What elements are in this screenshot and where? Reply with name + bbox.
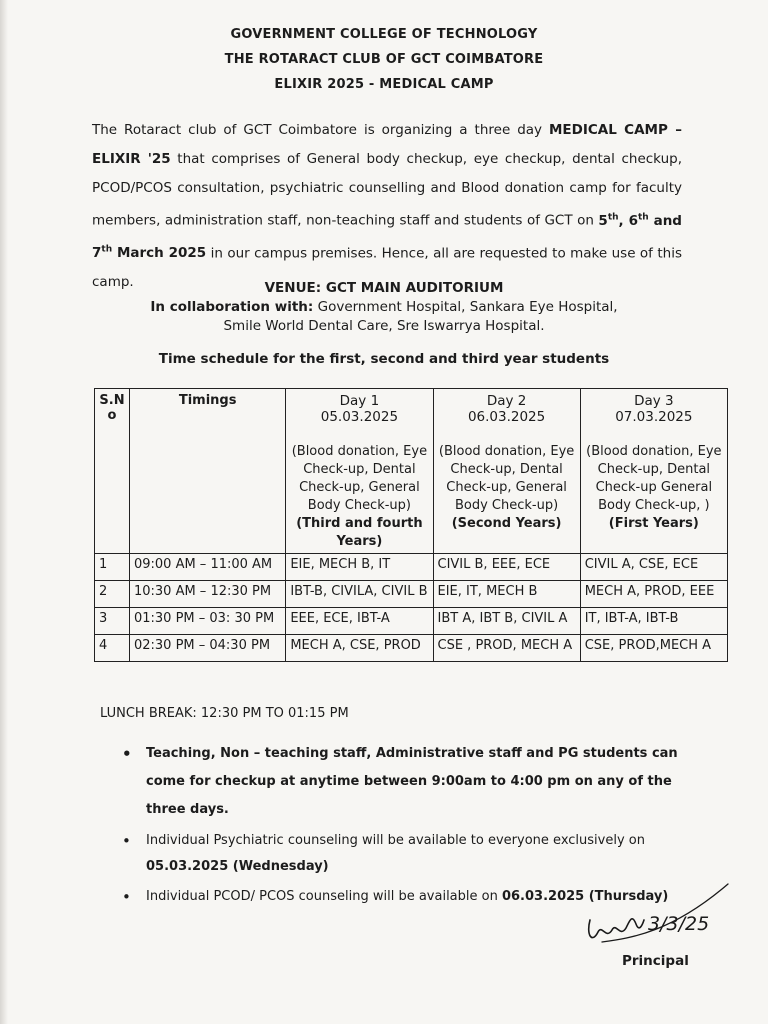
row-day2: EIE, IT, MECH B [433,581,580,608]
row-time: 01:30 PM – 03: 30 PM [129,608,285,635]
row-day1: IBT-B, CIVILA, CIVIL B [286,581,433,608]
table-row [95,554,728,581]
row-day2: CIVIL B, EEE, ECE [433,554,580,581]
header-day-2: Day 2 06.03.2025 (Blood donation, Eye Check-up, Dental Check-up, General Body Check-up) (Second Years) [433,389,580,554]
schedule-table [94,388,728,662]
table-row [95,581,728,608]
event-title: ELIXIR 2025 - MEDICAL CAMP [274,77,494,92]
row-sno: 3 [95,608,130,635]
header-sno: S.N o [95,389,130,554]
signature-date: 3/3/25 [648,913,710,935]
lunch-break-note: LUNCH BREAK: 12:30 PM TO 01:15 PM [100,706,349,721]
list-item: • Individual Psychiatric counseling will be available to everyone exclusively on 05.03.2025 (Wednesday) [118,828,690,880]
row-sno: 2 [95,581,130,608]
collaboration-line-1: In collaboration with: Government Hospital, Sankara Eye Hospital, [150,299,618,315]
page-edge-shadow [0,0,8,1024]
list-item: • Teaching, Non – teaching staff, Administrative staff and PG students can come for checkup at anytime between 9:00am to 4:00 pm on any of the three days. [118,740,690,824]
header-timings: Timings [129,389,285,554]
event-name: MEDICAL CAMP – ELIXIR '25 [92,122,682,167]
row-time: 09:00 AM – 11:00 AM [129,554,285,581]
table-row [95,635,728,662]
signature [582,880,732,960]
row-sno: 1 [95,554,130,581]
row-time: 10:30 AM – 12:30 PM [129,581,285,608]
row-day1: EIE, MECH B, IT [286,554,433,581]
schedule-title: Time schedule for the first, second and third year students [158,351,610,367]
row-day1: EEE, ECE, IBT-A [286,608,433,635]
collaboration-line-2: Smile World Dental Care, Sre Iswarrya Hospital. [223,318,545,334]
row-day3: CSE, PROD,MECH A [580,635,727,662]
table-row [95,608,728,635]
table-header-row [95,389,728,554]
principal-label: Principal [622,953,689,969]
header-day-1: Day 1 05.03.2025 (Blood donation, Eye Check-up, Dental Check-up, General Body Check-up) (Third and fourth Years) [286,389,433,554]
venue-title: VENUE: GCT MAIN AUDITORIUM [264,280,504,296]
signature-stroke [589,919,644,938]
intro-paragraph: The Rotaract club of GCT Coimbatore is organizing a three day MEDICAL CAMP – ELIXIR '25 that comprises of General body checkup, eye checkup, dental checkup, PCOD/PCOS consultation, psychiatric counselling and Blood donation camp for faculty members, administration staff, non-teaching staff and students of GCT on 5th, 6th and 7th March 2025 in our campus premises. Hence, all are requested to make use of this camp. [92,122,682,290]
row-day1: MECH A, CSE, PROD [286,635,433,662]
row-day3: MECH A, PROD, EEE [580,581,727,608]
header-day-3: Day 3 07.03.2025 (Blood donation, Eye Check-up, Dental Check-up General Body Check-up, ) (First Years) [580,389,727,554]
row-day2: CSE , PROD, MECH A [433,635,580,662]
row-time: 02:30 PM – 04:30 PM [129,635,285,662]
college-name: GOVERNMENT COLLEGE OF TECHNOLOGY [230,27,538,42]
document-header [0,22,768,97]
row-day3: IT, IBT-A, IBT-B [580,608,727,635]
row-sno: 4 [95,635,130,662]
list-item: • Individual PCOD/ PCOS counseling will be available on 06.03.2025 (Thursday) [118,884,690,910]
row-day3: CIVIL A, CSE, ECE [580,554,727,581]
club-name: THE ROTARACT CLUB OF GCT COIMBATORE [224,52,544,67]
event-dates: 5th, 6th and 7th March 2025 [92,212,682,261]
venue-block [0,278,768,336]
row-day2: IBT A, IBT B, CIVIL A [433,608,580,635]
